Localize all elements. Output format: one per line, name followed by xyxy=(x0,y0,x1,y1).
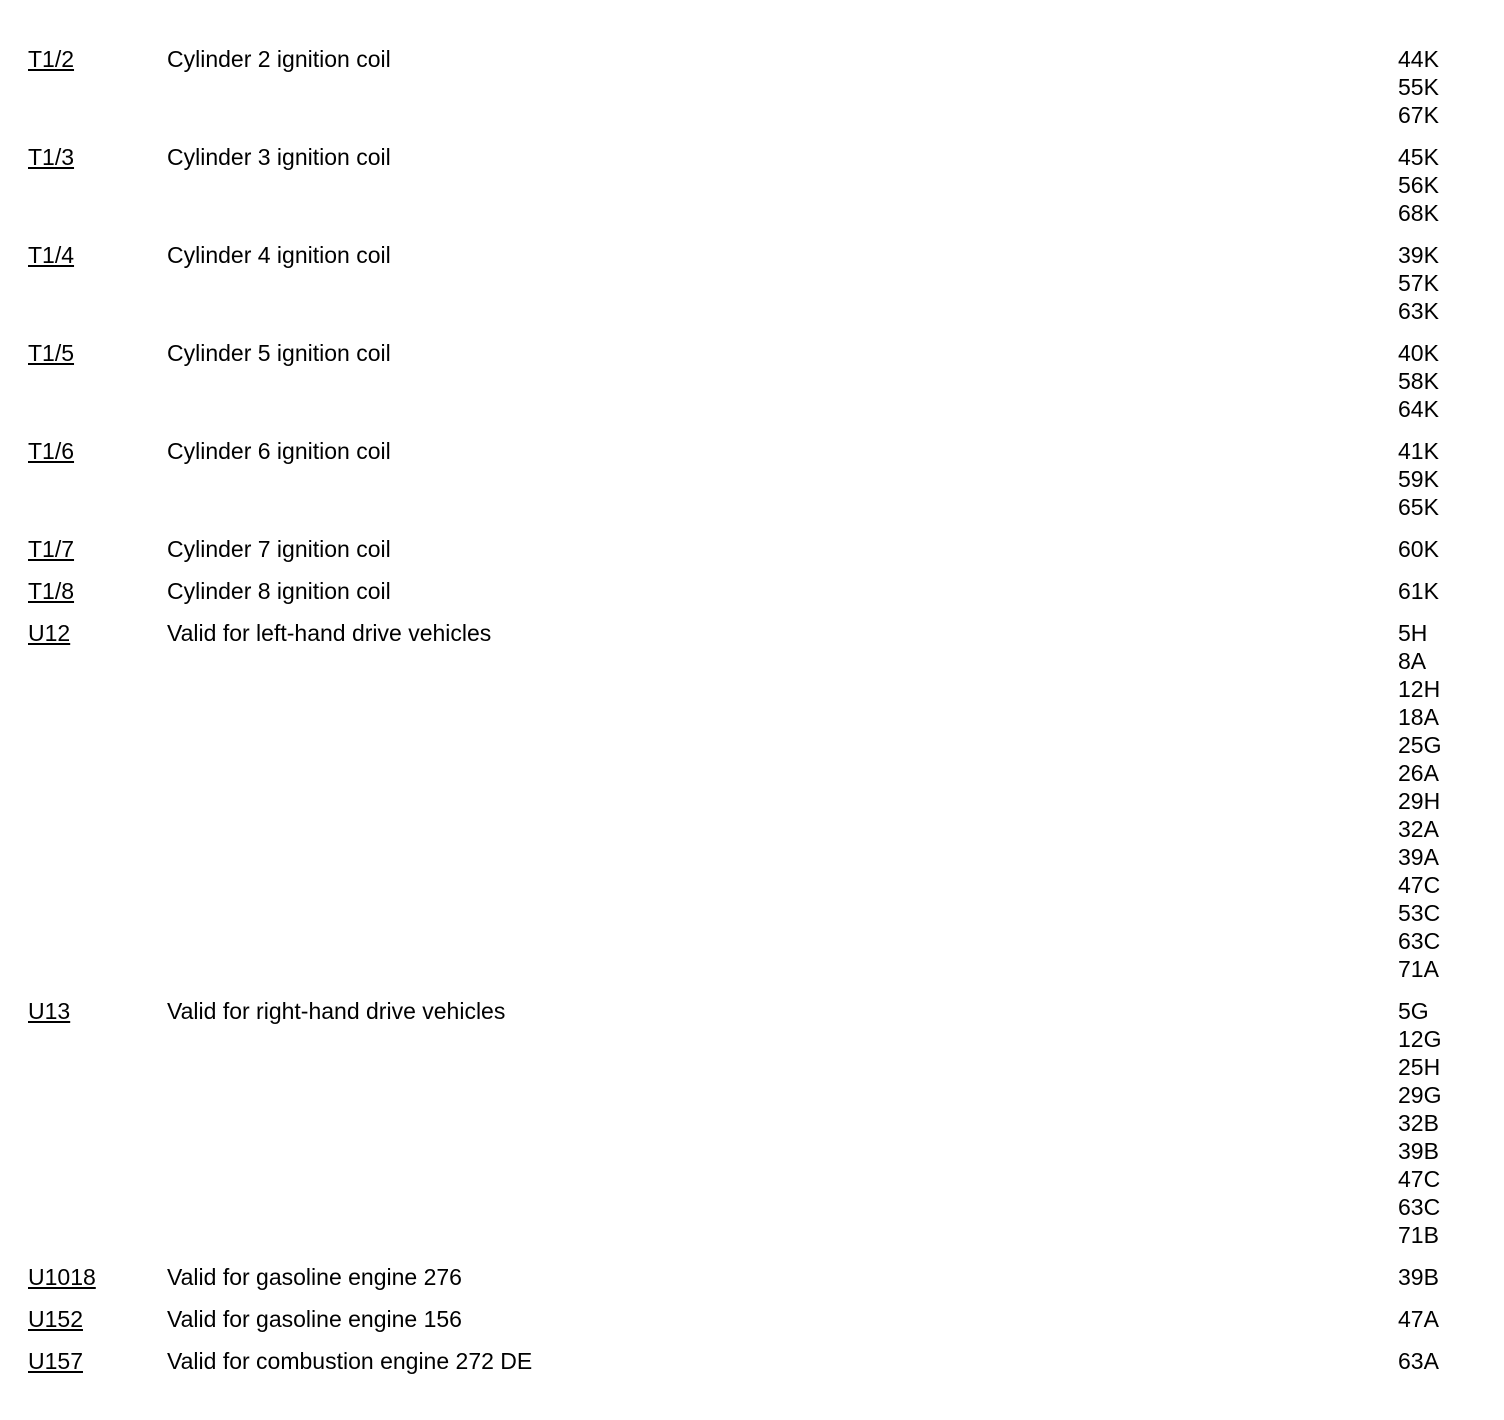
grid-reference: 47C xyxy=(1398,872,1441,898)
grid-reference-list xyxy=(1398,619,1488,983)
grid-reference-list xyxy=(1398,437,1488,521)
grid-reference: 29G xyxy=(1398,1082,1442,1108)
grid-reference: 53C xyxy=(1398,900,1441,926)
grid-reference: 41K xyxy=(1398,438,1439,464)
grid-reference: 56K xyxy=(1398,172,1439,198)
grid-reference: 47A xyxy=(1398,1306,1439,1332)
grid-reference: 8A xyxy=(1398,648,1427,674)
component-description: Cylinder 7 ignition coil xyxy=(167,536,391,562)
legend-row xyxy=(0,143,1504,227)
legend-row xyxy=(0,535,1504,563)
grid-reference-list xyxy=(1398,1305,1488,1333)
component-code-link[interactable]: T1/8 xyxy=(28,578,75,604)
grid-reference: 40K xyxy=(1398,340,1439,366)
component-description: Cylinder 4 ignition coil xyxy=(167,242,391,268)
grid-reference: 5H xyxy=(1398,620,1428,646)
grid-reference-list xyxy=(1398,535,1488,563)
component-code-link[interactable]: U152 xyxy=(28,1306,83,1332)
grid-reference: 55K xyxy=(1398,74,1439,100)
grid-reference: 58K xyxy=(1398,368,1439,394)
component-description: Cylinder 8 ignition coil xyxy=(167,578,391,604)
component-code-link[interactable]: T1/7 xyxy=(28,536,75,562)
grid-reference: 29H xyxy=(1398,788,1441,814)
grid-reference: 60K xyxy=(1398,536,1439,562)
grid-reference: 32B xyxy=(1398,1110,1439,1136)
component-code-link[interactable]: T1/6 xyxy=(28,438,75,464)
grid-reference: 12H xyxy=(1398,676,1441,702)
grid-reference: 39B xyxy=(1398,1264,1439,1290)
component-code-link[interactable]: U12 xyxy=(28,620,71,646)
legend-row xyxy=(0,339,1504,423)
component-code-link[interactable]: T1/3 xyxy=(28,144,75,170)
component-description: Cylinder 3 ignition coil xyxy=(167,144,391,170)
grid-reference: 71B xyxy=(1398,1222,1439,1248)
legend-row xyxy=(0,997,1504,1249)
component-description: Valid for gasoline engine 276 xyxy=(167,1264,462,1290)
grid-reference-list xyxy=(1398,997,1488,1249)
grid-reference: 18A xyxy=(1398,704,1439,730)
grid-reference: 5G xyxy=(1398,998,1429,1024)
legend-row xyxy=(0,619,1504,983)
grid-reference: 71A xyxy=(1398,956,1439,982)
grid-reference-list xyxy=(1398,339,1488,423)
component-description: Valid for left-hand drive vehicles xyxy=(167,620,492,646)
legend-row xyxy=(0,1347,1504,1375)
grid-reference: 63A xyxy=(1398,1348,1439,1374)
grid-reference-list xyxy=(1398,45,1488,129)
component-code-link[interactable]: U1018 xyxy=(28,1264,96,1290)
legend-row xyxy=(0,577,1504,605)
legend-row xyxy=(0,1263,1504,1291)
grid-reference-list xyxy=(1398,143,1488,227)
grid-reference: 65K xyxy=(1398,494,1439,520)
grid-reference: 63C xyxy=(1398,928,1441,954)
grid-reference: 39A xyxy=(1398,844,1439,870)
grid-reference: 63C xyxy=(1398,1194,1441,1220)
grid-reference: 39B xyxy=(1398,1138,1439,1164)
component-code-link[interactable]: T1/2 xyxy=(28,46,75,72)
grid-reference: 25H xyxy=(1398,1054,1441,1080)
grid-reference: 45K xyxy=(1398,144,1439,170)
grid-reference: 63K xyxy=(1398,298,1439,324)
grid-reference-list xyxy=(1398,1347,1488,1375)
component-description: Cylinder 2 ignition coil xyxy=(167,46,391,72)
component-code-link[interactable]: U157 xyxy=(28,1348,83,1374)
grid-reference: 12G xyxy=(1398,1026,1442,1052)
component-description: Valid for right-hand drive vehicles xyxy=(167,998,506,1024)
grid-reference: 47C xyxy=(1398,1166,1441,1192)
grid-reference: 44K xyxy=(1398,46,1439,72)
grid-reference: 59K xyxy=(1398,466,1439,492)
component-description: Valid for gasoline engine 156 xyxy=(167,1306,462,1332)
component-code-link[interactable]: T1/5 xyxy=(28,340,75,366)
grid-reference: 32A xyxy=(1398,816,1439,842)
grid-reference: 26A xyxy=(1398,760,1439,786)
grid-reference-list xyxy=(1398,241,1488,325)
grid-reference: 61K xyxy=(1398,578,1439,604)
grid-reference: 64K xyxy=(1398,396,1439,422)
legend-row xyxy=(0,241,1504,325)
grid-reference: 57K xyxy=(1398,270,1439,296)
grid-reference: 68K xyxy=(1398,200,1439,226)
legend-row xyxy=(0,1305,1504,1333)
grid-reference: 39K xyxy=(1398,242,1439,268)
component-code-link[interactable]: U13 xyxy=(28,998,71,1024)
component-description: Valid for combustion engine 272 DE xyxy=(167,1348,533,1374)
legend-row xyxy=(0,437,1504,521)
legend-row xyxy=(0,45,1504,129)
grid-reference: 25G xyxy=(1398,732,1442,758)
component-description: Cylinder 5 ignition coil xyxy=(167,340,391,366)
grid-reference: 67K xyxy=(1398,102,1439,128)
grid-reference-list xyxy=(1398,577,1488,605)
component-description: Cylinder 6 ignition coil xyxy=(167,438,391,464)
component-code-link[interactable]: T1/4 xyxy=(28,242,75,268)
component-legend-list xyxy=(0,45,1504,1389)
grid-reference-list xyxy=(1398,1263,1488,1291)
